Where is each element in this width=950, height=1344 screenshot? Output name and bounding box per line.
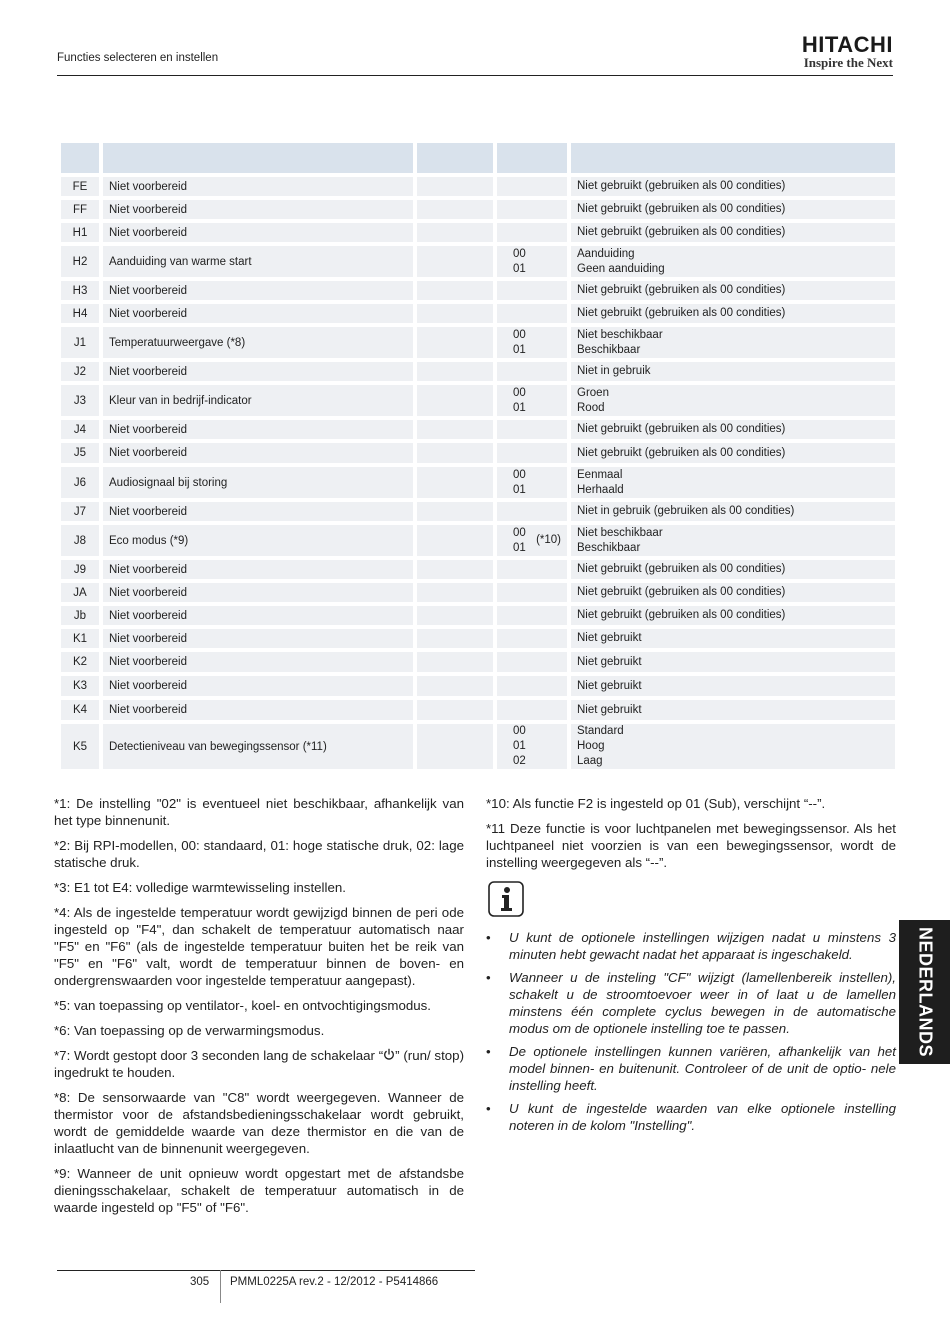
info-bullet-list — [486, 929, 896, 1134]
note-7-after: ” (run/ stop) ingedrukt te houden. — [54, 1048, 464, 1080]
function-code: H1 — [61, 223, 99, 242]
note-7 — [54, 1047, 464, 1081]
value-desc-stack — [577, 526, 889, 556]
function-code: J7 — [61, 502, 99, 521]
note-7-before: *7: Wordt gestopt door 3 seconden lang de schakelaar “ — [54, 1048, 384, 1063]
function-code: JA — [61, 583, 99, 602]
value-code-stack — [503, 468, 561, 498]
value-description: Herhaald — [577, 483, 624, 496]
setting-cell — [417, 700, 493, 720]
note: *6: Van toepassing op de verwarmingsmodus. — [54, 1023, 325, 1038]
value-codes — [497, 385, 567, 416]
value-description: Niet in gebruik — [577, 365, 651, 377]
notes-left — [54, 795, 464, 1224]
value-descriptions — [571, 246, 895, 277]
value-code: 00 — [513, 328, 526, 341]
value-description: Niet gebruikt — [577, 679, 642, 692]
function-name: Niet voorbereid — [103, 223, 413, 242]
table-row — [61, 606, 895, 625]
value-codes — [497, 525, 567, 556]
value-desc-stack — [577, 468, 889, 498]
function-code: K3 — [61, 676, 99, 696]
value-description: Niet gebruikt (gebruiken als 00 condities) — [577, 563, 786, 575]
note: *2: Bij RPI-modellen, 00: standaard, 01: hoge statische druk, 02: lage statische druk. — [54, 838, 464, 870]
value-codes — [497, 304, 567, 323]
note: *4: Als de ingestelde temperatuur wordt gewijzigd binnen de peri ode ingesteld op "F4", dan schakelt de temperatuur automatisch naar "F5" en "F6" (als de ingestelde temperatuur buiten het be reik van "F5" en "F6" valt, wordt de temperatuur binnen de boven- en ondergrenswaarden voor ingestelde temperatuur aangepast). — [54, 905, 464, 988]
value-codes — [497, 362, 567, 381]
value-code: 00 — [513, 247, 526, 260]
value-descriptions — [571, 502, 895, 521]
note: *1: De instelling "02" is eventueel niet beschikbaar, afhankelijk van het type binnenunit. — [54, 796, 464, 828]
value-codes — [497, 327, 567, 358]
value-desc-stack — [577, 225, 889, 240]
value-descriptions — [571, 281, 895, 300]
value-codes — [497, 583, 567, 602]
table-row — [61, 724, 895, 769]
function-name: Niet voorbereid — [103, 583, 413, 602]
value-codes — [497, 281, 567, 300]
function-name: Niet voorbereid — [103, 443, 413, 463]
value-code-row — [503, 386, 561, 401]
page-number: 305 — [190, 1276, 210, 1288]
setting-cell — [417, 583, 493, 602]
value-codes — [497, 467, 567, 498]
function-name: Temperatuurweergave (*8) — [103, 327, 413, 358]
value-descriptions — [571, 700, 895, 720]
value-description: Niet gebruikt — [577, 655, 642, 668]
function-name: Niet voorbereid — [103, 629, 413, 648]
value-descriptions — [571, 606, 895, 625]
setting-cell — [417, 304, 493, 323]
value-code-row — [503, 401, 561, 416]
function-code: J8 — [61, 525, 99, 556]
table-row — [61, 652, 895, 672]
value-codes — [497, 200, 567, 219]
value-descriptions — [571, 467, 895, 498]
function-code: FE — [61, 177, 99, 196]
table-row — [61, 281, 895, 300]
value-code: 00 — [513, 468, 526, 481]
value-code-stack — [503, 724, 561, 769]
brand-slogan: Inspire the Next — [803, 55, 893, 70]
footer-separator — [220, 1270, 221, 1303]
value-code: 01 — [513, 262, 526, 275]
table-row — [61, 525, 895, 556]
setting-cell — [417, 177, 493, 196]
value-code: 01 — [513, 343, 526, 356]
value-code-stack — [503, 526, 561, 556]
table-row — [61, 467, 895, 498]
value-desc-stack — [577, 386, 889, 416]
info-bullet: • U kunt de optionele instellingen wijzigen nadat u minstens 3 minuten hebt gewacht nadat het apparaat is ingeschakeld. — [486, 929, 896, 963]
value-codes — [497, 700, 567, 720]
header-title: Functies selecteren en instellen — [57, 52, 219, 64]
value-desc-stack — [577, 422, 889, 437]
value-descriptions — [571, 385, 895, 416]
value-code-row — [503, 468, 561, 483]
value-code: 00 — [513, 526, 526, 539]
table-row — [61, 246, 895, 277]
function-code: K4 — [61, 700, 99, 720]
setting-cell — [417, 281, 493, 300]
function-name: Detectieniveau van bewegingssensor (*11) — [103, 724, 413, 769]
function-code: J2 — [61, 362, 99, 381]
value-desc-stack — [577, 446, 889, 461]
footer-rule — [57, 1270, 475, 1271]
value-desc-stack — [577, 703, 889, 718]
value-code-stack — [503, 328, 561, 358]
note: *3: E1 tot E4: volledige warmtewisseling instellen. — [54, 880, 346, 895]
value-desc-stack — [577, 631, 889, 646]
note: *11 Deze functie is voor luchtpanelen met bewegingssensor. Als het luchtpaneel niet voorzien is van een bewegingssensor, wordt de instelling weergegeven als “--”. — [486, 821, 896, 870]
value-codes — [497, 724, 567, 769]
value-descriptions — [571, 177, 895, 196]
value-desc-stack — [577, 724, 889, 769]
table-row — [61, 327, 895, 358]
value-codes — [497, 606, 567, 625]
table-header-cell — [571, 143, 895, 173]
value-desc-stack — [577, 562, 889, 577]
table-header-cell — [103, 143, 413, 173]
value-codes — [497, 502, 567, 521]
setting-cell — [417, 560, 493, 579]
function-name: Niet voorbereid — [103, 304, 413, 323]
value-code-row — [503, 724, 561, 739]
value-code-row — [503, 343, 561, 358]
table-header-cell — [61, 143, 99, 173]
setting-cell — [417, 200, 493, 219]
setting-cell — [417, 629, 493, 648]
setting-cell — [417, 652, 493, 672]
notes-right — [486, 795, 896, 1140]
value-descriptions — [571, 652, 895, 672]
value-codes — [497, 560, 567, 579]
header-rule — [57, 75, 893, 76]
value-desc-stack — [577, 179, 889, 194]
value-descriptions — [571, 525, 895, 556]
table-header-cell — [417, 143, 493, 173]
value-description: Niet gebruikt (gebruiken als 00 condities) — [577, 586, 786, 598]
value-code-row — [503, 483, 561, 498]
table-row — [61, 385, 895, 416]
value-desc-stack — [577, 247, 889, 277]
table-row — [61, 700, 895, 720]
value-description: Aanduiding — [577, 247, 635, 260]
value-descriptions — [571, 420, 895, 439]
value-description: Niet in gebruik (gebruiken als 00 condities) — [577, 505, 795, 517]
value-code-row — [503, 526, 561, 546]
value-description: Niet gebruikt (gebruiken als 00 condities) — [577, 423, 786, 435]
table-row — [61, 420, 895, 439]
value-code: 02 — [513, 755, 526, 767]
value-description: Eenmaal — [577, 468, 623, 481]
value-description: Laag — [577, 755, 603, 767]
value-code: 01 — [513, 541, 526, 554]
value-code-stack — [503, 386, 561, 416]
setting-cell — [417, 246, 493, 277]
value-desc-stack — [577, 283, 889, 298]
value-desc-stack — [577, 328, 889, 358]
value-descriptions — [571, 443, 895, 463]
function-code: H2 — [61, 246, 99, 277]
note: *5: van toepassing op ventilator-, koel- en ontvochtigingsmodus. — [54, 998, 431, 1013]
setting-cell — [417, 724, 493, 769]
value-description: Niet gebruikt (gebruiken als 00 condities) — [577, 446, 786, 459]
function-name: Niet voorbereid — [103, 676, 413, 696]
value-descriptions — [571, 560, 895, 579]
function-name: Niet voorbereid — [103, 560, 413, 579]
value-codes — [497, 223, 567, 242]
value-desc-stack — [577, 608, 889, 623]
value-description: Niet gebruikt (gebruiken als 00 condities) — [577, 284, 786, 296]
value-code-row — [503, 754, 561, 769]
value-description: Niet gebruikt (gebruiken als 00 condities) — [577, 203, 786, 215]
value-code-row — [503, 328, 561, 343]
table-row — [61, 200, 895, 219]
value-description: Beschikbaar — [577, 541, 641, 554]
table-row — [61, 560, 895, 579]
table-row — [61, 304, 895, 323]
value-descriptions — [571, 583, 895, 602]
value-desc-stack — [577, 655, 889, 670]
function-code: FF — [61, 200, 99, 219]
language-tab-label: NEDERLANDS — [915, 926, 935, 1058]
value-code: 00 — [513, 386, 526, 399]
function-code: H3 — [61, 281, 99, 300]
function-code: J4 — [61, 420, 99, 439]
setting-cell — [417, 327, 493, 358]
value-codes — [497, 629, 567, 648]
value-descriptions — [571, 724, 895, 769]
setting-cell — [417, 502, 493, 521]
function-name: Niet voorbereid — [103, 606, 413, 625]
value-code-row — [503, 739, 561, 754]
function-code: J6 — [61, 467, 99, 498]
value-codes — [497, 676, 567, 696]
value-code: 01 — [513, 483, 526, 496]
value-codes — [497, 246, 567, 277]
setting-cell — [417, 223, 493, 242]
value-descriptions — [571, 629, 895, 648]
function-name: Niet voorbereid — [103, 281, 413, 300]
table-row — [61, 443, 895, 463]
table-row — [61, 223, 895, 242]
function-code: J1 — [61, 327, 99, 358]
value-description: Niet beschikbaar — [577, 526, 663, 539]
function-name: Niet voorbereid — [103, 652, 413, 672]
document-id: PMML0225A rev.2 - 12/2012 - P5414866 — [230, 1276, 439, 1288]
info-icon — [488, 881, 524, 917]
table-row — [61, 502, 895, 521]
value-desc-stack — [577, 679, 889, 694]
value-description: Niet gebruikt — [577, 632, 642, 644]
function-code: H4 — [61, 304, 99, 323]
value-desc-stack — [577, 364, 889, 379]
value-desc-stack — [577, 306, 889, 321]
value-codes — [497, 177, 567, 196]
value-description: Rood — [577, 401, 605, 414]
value-code-stack — [503, 247, 561, 277]
value-codes — [497, 443, 567, 463]
table-row — [61, 676, 895, 696]
function-name: Kleur van in bedrijf-indicator — [103, 385, 413, 416]
setting-cell — [417, 362, 493, 381]
value-desc-stack — [577, 585, 889, 600]
setting-cell — [417, 385, 493, 416]
value-description: Niet beschikbaar — [577, 328, 663, 341]
value-description: Niet gebruikt (gebruiken als 00 condities) — [577, 609, 786, 621]
value-description: Niet gebruikt — [577, 703, 642, 716]
value-descriptions — [571, 676, 895, 696]
value-footnote: (*10) — [536, 533, 561, 546]
function-code: J3 — [61, 385, 99, 416]
info-bullet: • Wanneer u de insteling "CF" wijzigt (lamellenbereik instellen), schakelt u de stroomtoevoer weer in of laat u de lamellen minstens één complete cyclus bewegen in de automatische modus om de optionele instelling toe te passen. — [486, 969, 896, 1037]
function-code: Jb — [61, 606, 99, 625]
note: *10: Als functie F2 is ingesteld op 01 (Sub), verschijnt “--”. — [486, 796, 826, 811]
table-row — [61, 629, 895, 648]
value-code: 00 — [513, 725, 526, 737]
function-code: K1 — [61, 629, 99, 648]
function-code: J5 — [61, 443, 99, 463]
power-icon — [383, 1048, 395, 1063]
function-name: Niet voorbereid — [103, 362, 413, 381]
table-row — [61, 583, 895, 602]
value-description: Hoog — [577, 740, 605, 752]
function-name: Eco modus (*9) — [103, 525, 413, 556]
value-description: Niet gebruikt (gebruiken als 00 condities) — [577, 226, 786, 238]
language-tab — [899, 920, 950, 1064]
value-description: Geen aanduiding — [577, 262, 665, 275]
setting-cell — [417, 467, 493, 498]
value-description: Niet gebruikt (gebruiken als 00 condities) — [577, 180, 786, 192]
value-desc-stack — [577, 504, 889, 519]
logo — [802, 34, 893, 70]
value-descriptions — [571, 200, 895, 219]
value-desc-stack — [577, 202, 889, 217]
value-code: 01 — [513, 740, 526, 752]
function-name: Niet voorbereid — [103, 700, 413, 720]
table-row — [61, 177, 895, 196]
value-code: 01 — [513, 401, 526, 414]
function-name: Audiosignaal bij storing — [103, 467, 413, 498]
function-name: Niet voorbereid — [103, 420, 413, 439]
info-bullet: • U kunt de ingestelde waarden van elke optionele instelling noteren in de kolom "Instelling". — [486, 1100, 896, 1134]
value-description: Standard — [577, 725, 624, 737]
value-description: Niet gebruikt (gebruiken als 00 condities) — [577, 307, 786, 319]
table-header-cell — [497, 143, 567, 173]
table-row — [61, 362, 895, 381]
settings-table — [57, 139, 899, 773]
setting-cell — [417, 420, 493, 439]
value-codes — [497, 420, 567, 439]
info-bullet: • De optionele instellingen kunnen variëren, afhankelijk van het model binnen- en buitenunit. Controleer of de unit de optio- nele instelling heeft. — [486, 1043, 896, 1094]
note: *9: Wanneer de unit opnieuw wordt opgestart met de afstandsbe dieningsschakelaar, schakelt de temperatuur automatisch in de waarde ingesteld op "F5" of "F6". — [54, 1166, 464, 1215]
function-name: Aanduiding van warme start — [103, 246, 413, 277]
table-header-row — [61, 143, 895, 173]
note: *8: De sensorwaarde van "C8" wordt weergegeven. Wanneer de thermistor voor de afstandsbedieningsschakelaar wordt gebruikt, wordt de gemiddelde waarde van deze thermistor en die van de inlaatlucht van de binnenunit weergegeven. — [54, 1090, 464, 1156]
function-name: Niet voorbereid — [103, 502, 413, 521]
setting-cell — [417, 676, 493, 696]
value-code-row — [503, 247, 561, 262]
value-description: Groen — [577, 386, 609, 399]
setting-cell — [417, 525, 493, 556]
function-code: K5 — [61, 724, 99, 769]
value-descriptions — [571, 304, 895, 323]
value-codes — [497, 652, 567, 672]
value-descriptions — [571, 362, 895, 381]
brand-name: HITACHI — [801, 32, 893, 57]
value-descriptions — [571, 327, 895, 358]
value-code-row — [503, 262, 561, 277]
setting-cell — [417, 606, 493, 625]
function-name: Niet voorbereid — [103, 200, 413, 219]
function-code: K2 — [61, 652, 99, 672]
function-name: Niet voorbereid — [103, 177, 413, 196]
value-descriptions — [571, 223, 895, 242]
setting-cell — [417, 443, 493, 463]
value-description: Beschikbaar — [577, 343, 641, 356]
function-code: J9 — [61, 560, 99, 579]
